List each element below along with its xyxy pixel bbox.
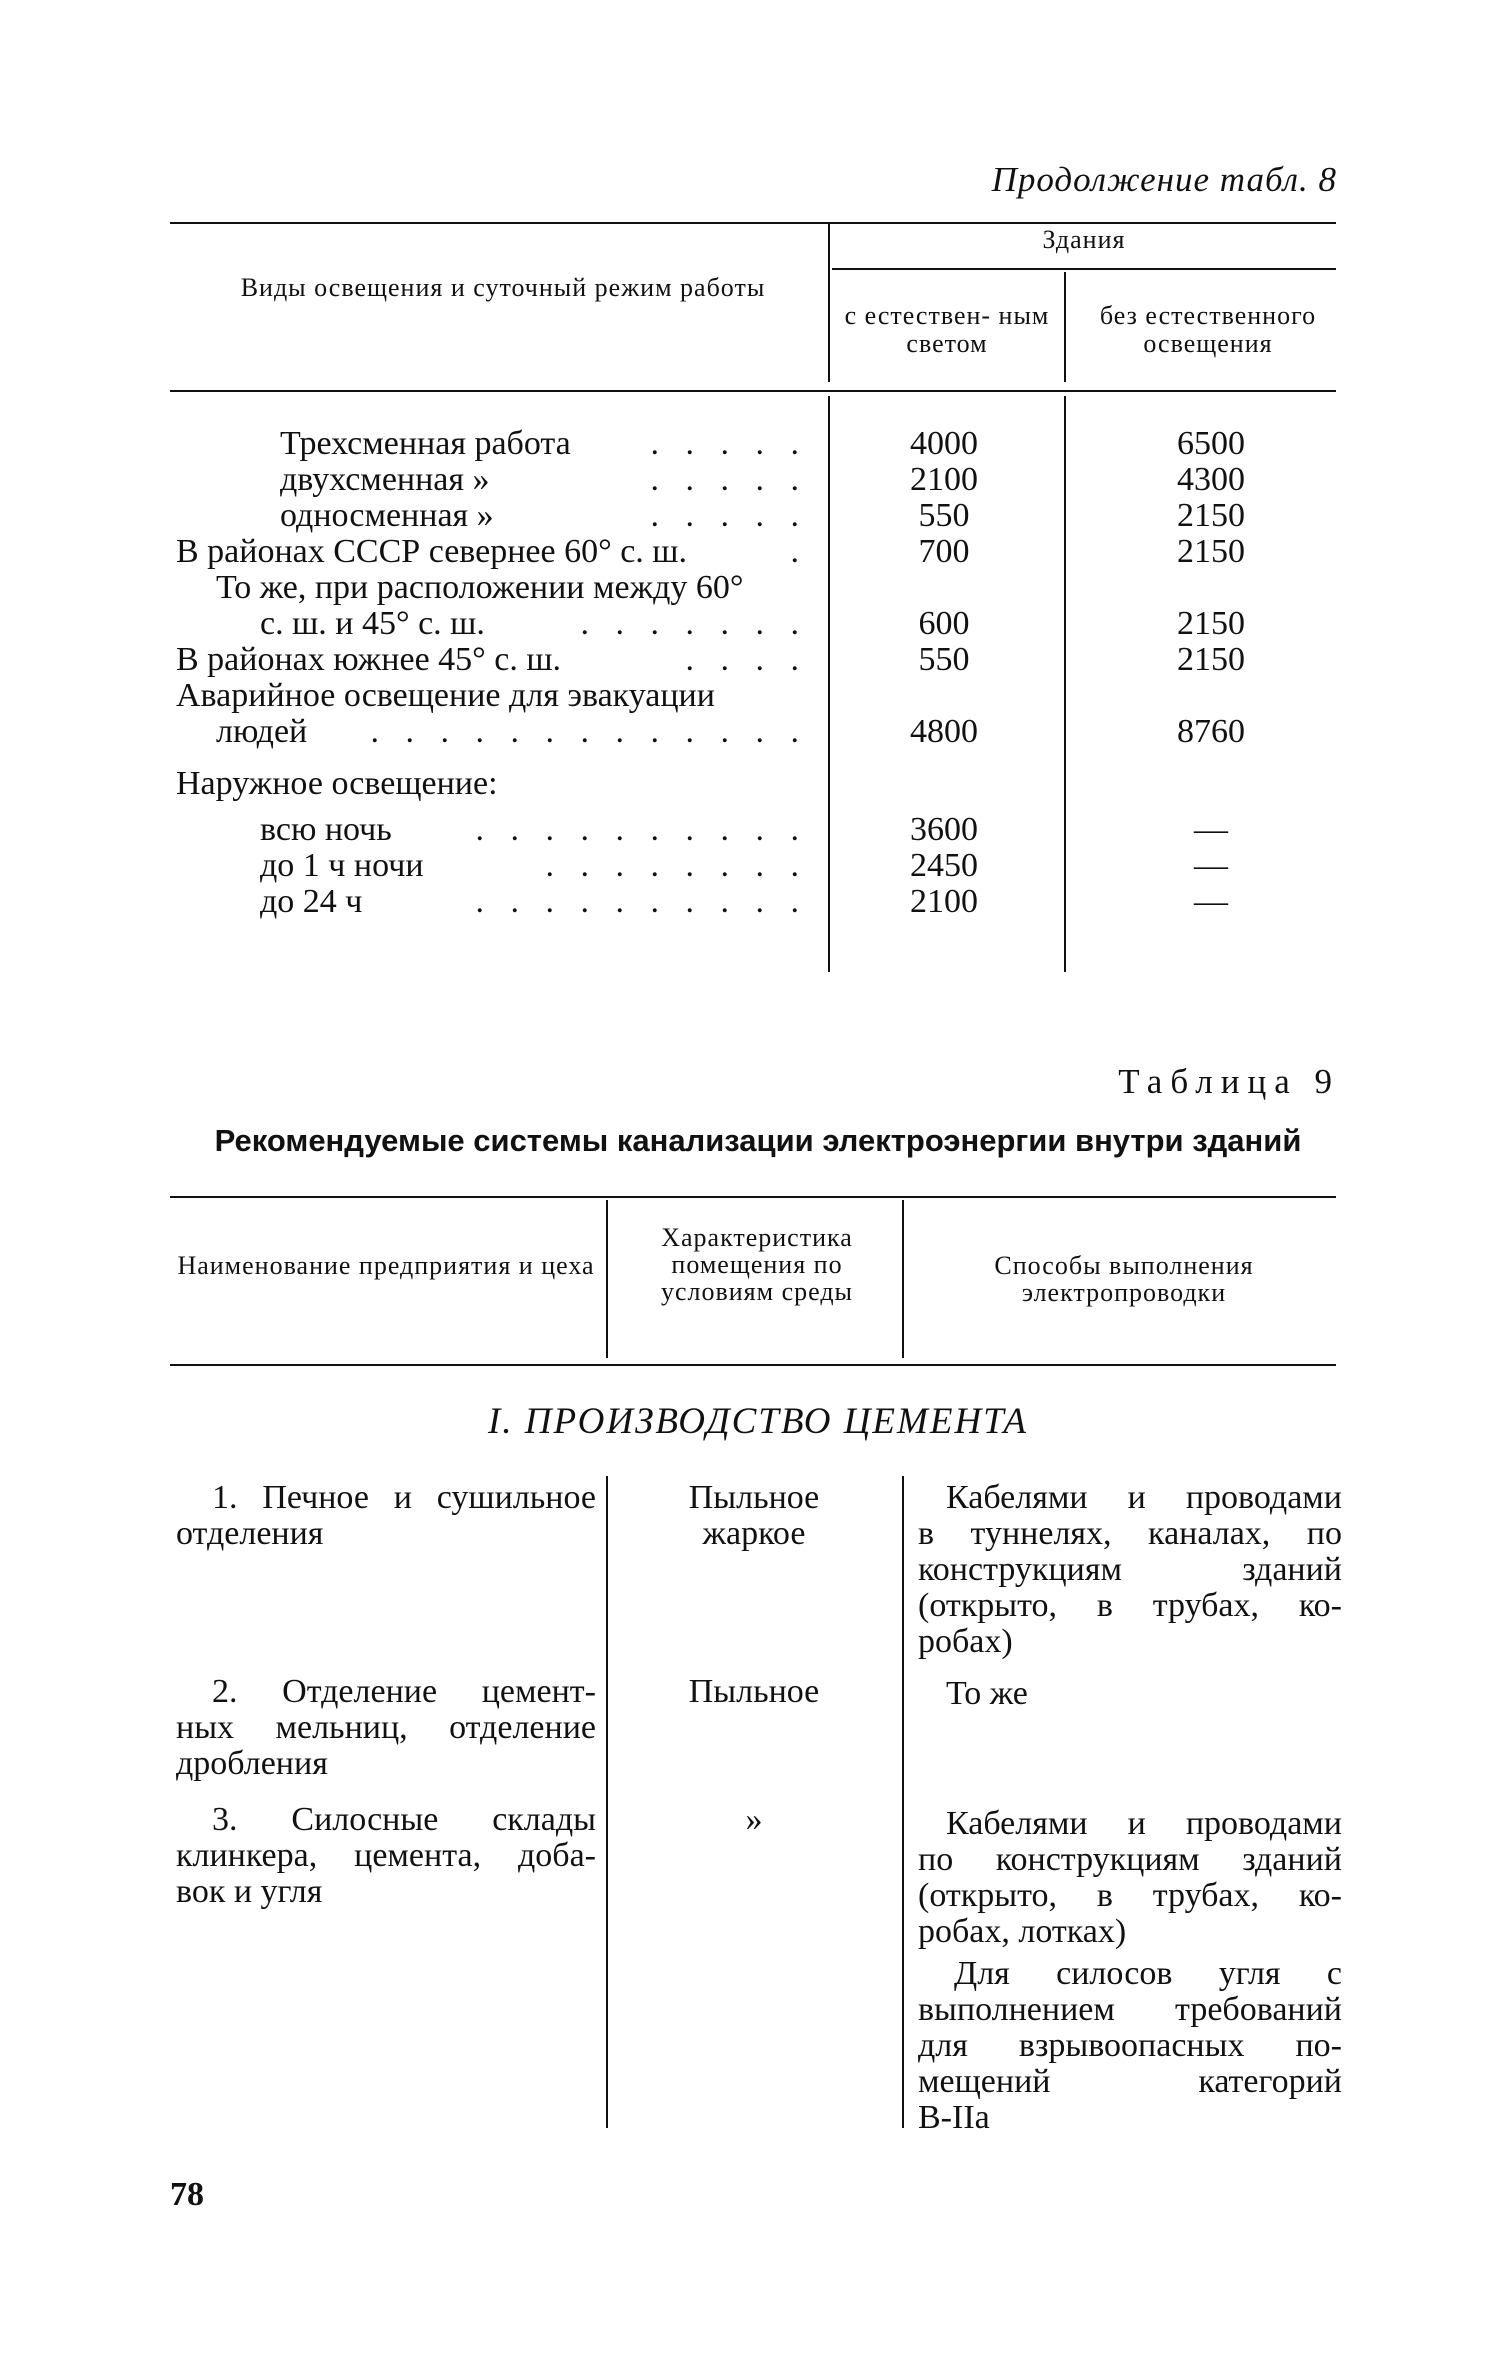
column-divider: [606, 1476, 608, 2128]
environment-cell: »: [745, 1801, 763, 1838]
row-label: людей: [216, 713, 308, 750]
value-natural: 550: [918, 641, 970, 678]
header-bottom-rule: [170, 390, 1336, 392]
row-label: Аварийное освещение для эвакуации: [176, 677, 715, 714]
table-row: [0, 812, 1500, 848]
row-label: двухсменная »: [280, 461, 490, 498]
header-divider: [606, 1200, 608, 1358]
header-bottom-rule: [170, 1364, 1336, 1366]
table-row: [0, 570, 1500, 606]
leader-dots: . . . . .: [650, 461, 808, 498]
value-no-natural: 6500: [1177, 425, 1245, 462]
wiring-method-cell: Кабелями и проводами в туннелях, каналах, по конструкциям зданий (открыто, в трубах, ко- робах): [918, 1479, 1342, 1660]
header-divider: [902, 1200, 904, 1358]
header-buildings: Здания: [1042, 225, 1126, 254]
value-no-natural: 2150: [1177, 533, 1245, 570]
header-sub-rule: [832, 268, 1336, 270]
table-row: [0, 642, 1500, 678]
row-label: всю ночь: [260, 811, 392, 848]
value-no-natural: 2150: [1177, 605, 1245, 642]
value-natural: 2100: [910, 883, 978, 920]
table-title: Рекомендуемые системы канализации электроэнергии внутри зданий: [214, 1123, 1302, 1158]
page-number: 78: [170, 2176, 204, 2213]
table-top-rule: [170, 222, 1336, 224]
table-top-rule: [170, 1196, 1336, 1198]
section-title: I. ПРОИЗВОДСТВО ЦЕМЕНТА: [487, 1401, 1029, 1442]
leader-dots: . . . . . . . .: [545, 847, 808, 884]
leader-dots: . . . . .: [650, 497, 808, 534]
environment-cell: Пыльное жаркое: [688, 1479, 820, 1552]
leader-dots: . . . . . . . . . .: [475, 883, 808, 920]
table-row: [0, 766, 1500, 802]
header-environment: Характеристика помещения по условиям среды: [660, 1223, 854, 1306]
table-row: [0, 678, 1500, 714]
value-no-natural: 4300: [1177, 461, 1245, 498]
table-row: [0, 606, 1500, 642]
row-label: односменная »: [280, 497, 494, 534]
leader-dots: . . . . .: [650, 425, 808, 462]
leader-dots: . . . . . . . . . . . . .: [370, 713, 808, 750]
enterprise-name-cell: 2. Отделение цемент- ных мельниц, отделение дробления: [176, 1673, 596, 1782]
leader-dots: . . . . . . . . . .: [475, 811, 808, 848]
leader-dots: . . . .: [685, 641, 808, 678]
row-label: с. ш. и 45° с. ш.: [260, 605, 485, 642]
environment-cell: Пыльное: [688, 1673, 820, 1710]
wiring-method-note-cell: Для силосов угля с выполнением требований для взрывоопасных по- мещений категорий В-IIа: [918, 1955, 1342, 2136]
value-natural: 2450: [910, 847, 978, 884]
enterprise-name-cell: 3. Силосные склады клинкера, цемента, доба- вок и угля: [176, 1801, 596, 1910]
table-row: [0, 884, 1500, 920]
value-natural: 700: [918, 533, 970, 570]
table-row: [0, 462, 1500, 498]
table-row: [0, 714, 1500, 750]
row-label: до 24 ч: [260, 883, 363, 920]
value-natural: 600: [918, 605, 970, 642]
value-no-natural: 8760: [1177, 713, 1245, 750]
value-no-natural: —: [1194, 847, 1228, 884]
value-no-natural: —: [1194, 883, 1228, 920]
header-enterprise-name: Наименование предприятия и цеха: [177, 1251, 595, 1280]
row-label: до 1 ч ночи: [260, 847, 424, 884]
header-sub-divider: [1064, 272, 1066, 382]
leader-dots: . . . . . . .: [580, 605, 808, 642]
value-natural: 4800: [910, 713, 978, 750]
header-light-type: Виды освещения и суточный режим работы: [240, 273, 766, 302]
value-natural: 550: [918, 497, 970, 534]
row-label: В районах СССР севернее 60° с. ш.: [176, 533, 687, 570]
row-label: Наружное освещение:: [176, 765, 498, 802]
continuation-caption: Продолжение табл. 8: [991, 160, 1337, 199]
value-no-natural: 2150: [1177, 497, 1245, 534]
enterprise-name-cell: 1. Печное и сушильное отделения: [176, 1479, 596, 1552]
column-divider: [902, 1476, 904, 2128]
header-wiring-method: Способы выполнения электропроводки: [994, 1251, 1254, 1307]
table-label: Таблица 9: [1118, 1062, 1340, 1101]
table-row: [0, 534, 1500, 570]
header-natural-light: с естествен- ным светом: [844, 301, 1050, 358]
row-label: В районах южнее 45° с. ш.: [176, 641, 562, 678]
row-label: То же, при расположении между 60°: [216, 569, 744, 606]
value-natural: 2100: [910, 461, 978, 498]
header-divider: [828, 222, 830, 382]
leader-dots: .: [790, 533, 808, 570]
value-natural: 4000: [910, 425, 978, 462]
table-row: [0, 426, 1500, 462]
value-no-natural: —: [1194, 811, 1228, 848]
row-label: Трехсменная работа: [280, 425, 571, 462]
table-row: [0, 848, 1500, 884]
wiring-method-cell: Кабелями и проводами по конструкциям зданий (открыто, в трубах, ко- робах, лотках): [918, 1805, 1342, 1950]
wiring-method-cell: То же: [946, 1675, 1028, 1712]
table-row: [0, 498, 1500, 534]
value-natural: 3600: [910, 811, 978, 848]
value-no-natural: 2150: [1177, 641, 1245, 678]
header-no-natural-light: без естественного освещения: [1099, 301, 1317, 358]
